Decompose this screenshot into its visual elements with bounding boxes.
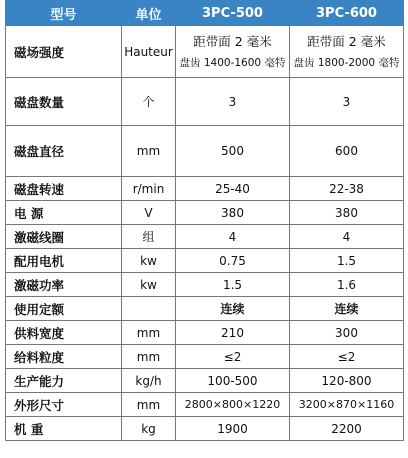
row-unit: 组	[122, 225, 176, 249]
row-value-a: 0.75	[176, 249, 290, 273]
row-value-a: 210	[176, 321, 290, 345]
row-value-a: 1900	[176, 417, 290, 441]
row-unit: r/min	[122, 177, 176, 201]
row-label: 激磁线圈	[6, 225, 122, 249]
row-value-b: 3	[290, 78, 404, 126]
table-header-row	[6, 1, 404, 26]
row-value-b: 22-38	[290, 177, 404, 201]
row-value-a: 500	[176, 126, 290, 177]
row-label: 使用定额	[6, 297, 122, 321]
row-value-a: 25-40	[176, 177, 290, 201]
table-row	[6, 177, 404, 201]
row-value-a: ≤2	[176, 345, 290, 369]
row-label: 生产能力	[6, 369, 122, 393]
row-label: 配用电机	[6, 249, 122, 273]
row-label: 供料宽度	[6, 321, 122, 345]
table-row	[6, 417, 404, 441]
row-value-b: 1.5	[290, 249, 404, 273]
row-label: 电 源	[6, 201, 122, 225]
table-row	[6, 345, 404, 369]
row-label: 磁盘数量	[6, 78, 122, 126]
row-unit: kw	[122, 273, 176, 297]
value-b-line2: 盘齿 1800-2000 毫特	[293, 56, 400, 69]
row-value-a	[176, 26, 290, 78]
table-row	[6, 297, 404, 321]
table-row	[6, 126, 404, 177]
row-unit: 个	[122, 78, 176, 126]
row-value-a: 2800×800×1220	[176, 393, 290, 417]
header-model-b: 3PC-600	[290, 1, 404, 26]
row-unit: mm	[122, 321, 176, 345]
row-value-b: 120-800	[290, 369, 404, 393]
row-value-b: 1.6	[290, 273, 404, 297]
row-value-a: 3	[176, 78, 290, 126]
row-label: 磁盘转速	[6, 177, 122, 201]
row-value-b: 380	[290, 201, 404, 225]
header-model: 型号	[6, 1, 122, 26]
table-row	[6, 321, 404, 345]
table-row	[6, 78, 404, 126]
row-unit: kw	[122, 249, 176, 273]
row-unit: V	[122, 201, 176, 225]
table-row	[6, 273, 404, 297]
row-value-b: 连续	[290, 297, 404, 321]
value-a-line1: 距带面 2 毫米	[193, 33, 272, 49]
row-value-b: 3200×870×1160	[290, 393, 404, 417]
row-value-a: 100-500	[176, 369, 290, 393]
row-label: 激磁功率	[6, 273, 122, 297]
row-unit: Hauteur	[122, 26, 176, 78]
row-value-b	[290, 26, 404, 78]
header-model-a: 3PC-500	[176, 1, 290, 26]
row-label: 磁盘直径	[6, 126, 122, 177]
row-label: 磁场强度	[6, 26, 122, 78]
table-row	[6, 225, 404, 249]
table-row	[6, 369, 404, 393]
spec-table-container	[5, 0, 403, 441]
table-row	[6, 26, 404, 78]
row-value-b: 300	[290, 321, 404, 345]
row-unit: mm	[122, 126, 176, 177]
table-row	[6, 249, 404, 273]
row-value-b: 4	[290, 225, 404, 249]
row-unit	[122, 297, 176, 321]
table-row	[6, 201, 404, 225]
header-unit: 单位	[122, 1, 176, 26]
spec-table	[5, 0, 404, 441]
row-unit: mm	[122, 393, 176, 417]
row-value-a: 1.5	[176, 273, 290, 297]
row-value-a: 连续	[176, 297, 290, 321]
table-row	[6, 393, 404, 417]
row-unit: mm	[122, 345, 176, 369]
row-label: 给料粒度	[6, 345, 122, 369]
row-value-a: 380	[176, 201, 290, 225]
row-label: 外形尺寸	[6, 393, 122, 417]
row-value-b: 2200	[290, 417, 404, 441]
value-b-line1: 距带面 2 毫米	[307, 33, 386, 49]
row-value-a: 4	[176, 225, 290, 249]
row-unit: kg	[122, 417, 176, 441]
row-label: 机 重	[6, 417, 122, 441]
row-value-b: 600	[290, 126, 404, 177]
value-a-line2: 盘齿 1400-1600 毫特	[179, 56, 286, 69]
row-value-b: ≤2	[290, 345, 404, 369]
row-unit: kg/h	[122, 369, 176, 393]
